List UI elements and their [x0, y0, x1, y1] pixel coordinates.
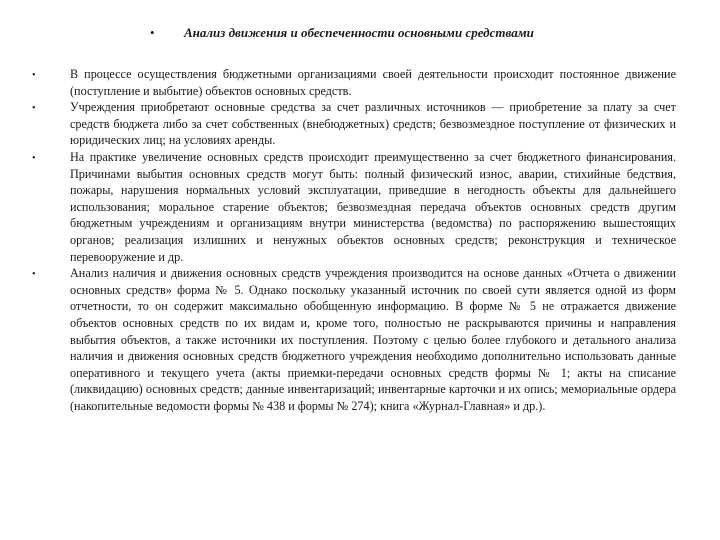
- list-item: [32, 265, 676, 414]
- list-item-text: Учреждения приобретают основные средства за счет различных источников — приобретение за плату за счет средств бюджета либо за счет собственных (внебюджетных) средств; безвозмездное поступление от физических и юридических лиц; на условиях аренды.: [70, 100, 676, 148]
- bullet-glyph: •: [32, 70, 36, 81]
- bullet-glyph: •: [32, 269, 36, 281]
- list-item: [32, 149, 676, 265]
- list-item-text: В процессе осуществления бюджетными организациями своей деятельности происходит постоянное движение (поступление и выбытие) объектов основных средств.: [70, 67, 676, 98]
- bullet-glyph: •: [32, 103, 36, 115]
- list-item: [32, 66, 676, 99]
- slide-title-row: [150, 24, 690, 41]
- list-item-text: На практике увеличение основных средств происходит преимущественно за счет бюджетного финансирования. Причинами выбытия основных средств могут быть: полный физический износ, аварии, стихийные бедствия, пожары, нарушения нормальных условий эксплуатации, приведшие в негодность объекты для дальнейшего использования; моральное старение объектов; безвозмездная передача объектов основных средств другим бюджетным учреждениям и организациям внутри министерства (ведомства) по распоряжению вышестоящих органов; реализация излишних и ненужных объектов основных средств; реконструкция и техническое перевооружение и др.: [70, 149, 676, 264]
- list-item-text: Анализ наличия и движения основных средств учреждения производится на основе данных «Отчета о движении основных средств» форма № 5. Однако поскольку указанный источник по своей сути является одной из форм отчетности, то он содержит максимально обобщенную информацию. В форме № 5 не отражается движение объектов основных средств по их видам и, кроме того, полностью не раскрываются причины и направления выбытия объектов, а также источники их поступления. Поэтому с целью более глубокого и детального анализа наличия и движения основных средств бюджетного учреждения необходимо дополнительно использовать данные оперативного и текущего учета (акты приемки-передачи основных средств формы № 1; акты на списание (ликвидацию) основных средств; данные инвентаризаций; инвентарные карточки и их опись; мемориальные ордера (накопительные ведомости формы № 438 и формы № 274); книга «Журнал-Главная» и др.).: [70, 266, 676, 413]
- bullet-list: [32, 66, 676, 414]
- slide-title: Анализ движения и обеспеченности основными средствами: [184, 25, 534, 40]
- list-item: [32, 99, 676, 149]
- title-bullet: •: [150, 25, 155, 40]
- bullet-glyph: •: [32, 152, 36, 164]
